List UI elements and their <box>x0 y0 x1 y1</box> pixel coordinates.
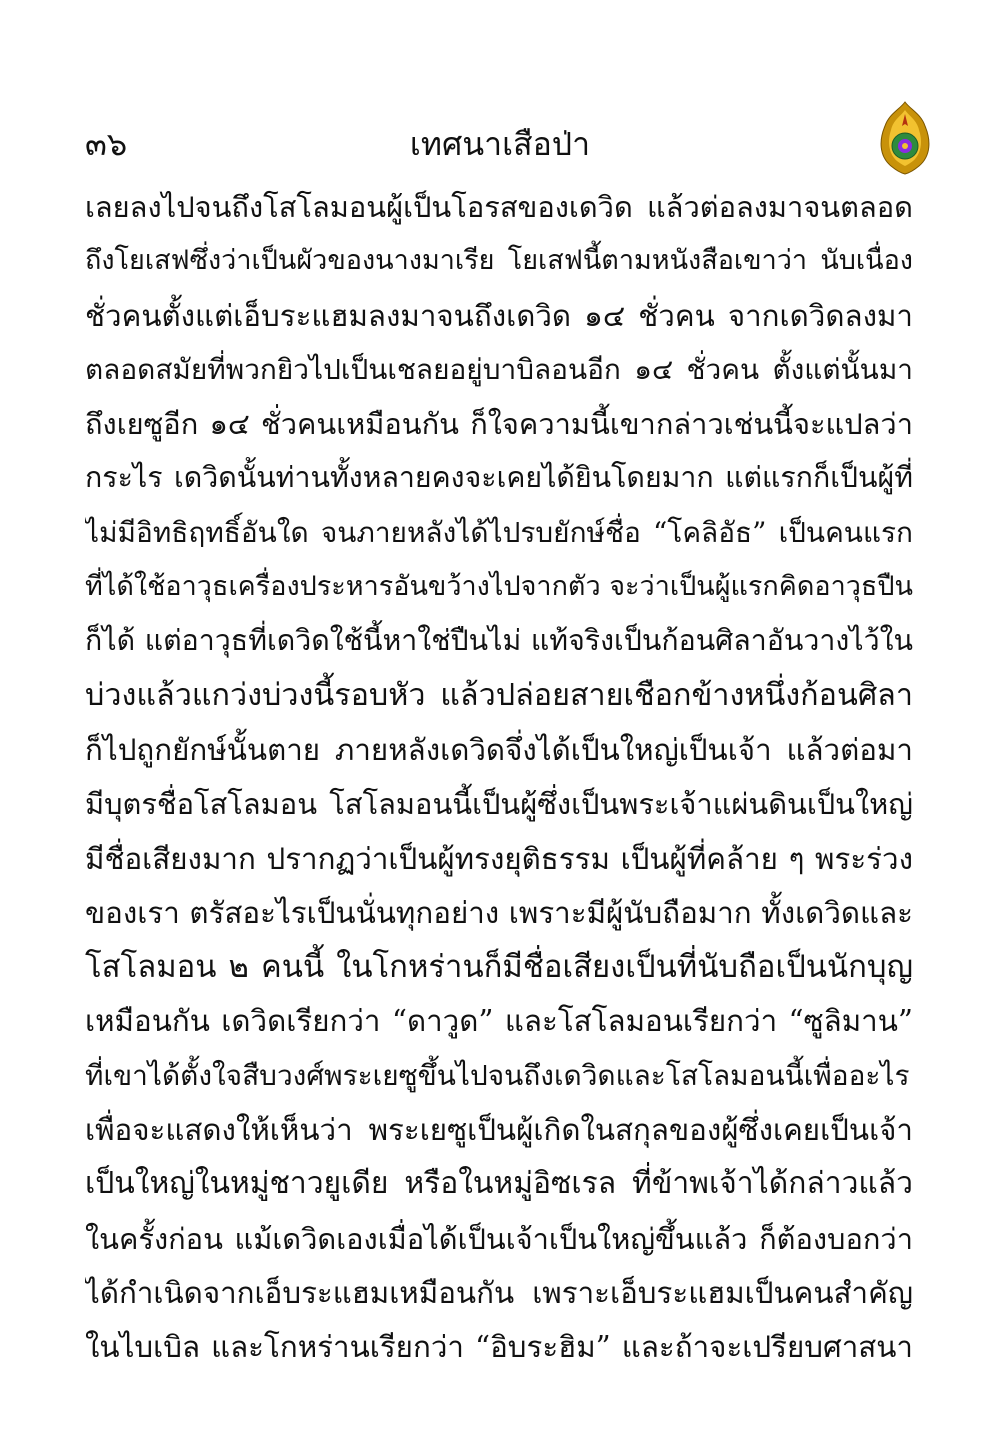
text-line: ชั่วคนตั้งแต่เอ็บระแฮมลงมาจนถึงเดวิด ๑๔ ชั่วคน จากเดวิดลงมา <box>85 298 913 333</box>
royal-emblem-icon <box>875 100 935 175</box>
text-line: เป็นใหญ่ในหมู่ชาวยูเดีย หรือในหมู่อิซเรล ที่ข้าพเจ้าได้กล่าวแล้ว <box>85 1166 913 1202</box>
text-line: บ่วงแล้วแกว่งบ่วงนี้รอบหัว แล้วปล่อยสายเชือกข้างหนึ่งก้อนศิลา <box>85 677 913 713</box>
text-line: เพื่อจะแสดงให้เห็นว่า พระเยซูเป็นผู้เกิดในสกุลของผู้ซึ่งเคยเป็นเจ้า <box>85 1113 913 1148</box>
text-line: ถึงเยซูอีก ๑๔ ชั่วคนเหมือนกัน ก็ใจความนี้เขากล่าวเช่นนี้จะแปลว่า <box>85 407 913 442</box>
running-title: เทศนาเสือป่า <box>409 125 591 163</box>
royal-emblem-graphic <box>875 100 935 175</box>
body-text <box>85 180 913 1375</box>
text-line: ได้กำเนิดจากเอ็บระแฮมเหมือนกัน เพราะเอ็บระแฮมเป็นคนสำคัญ <box>85 1275 913 1310</box>
text-line: ตลอดสมัยที่พวกยิวไปเป็นเชลยอยู่บาบิลอนอีก ๑๔ ชั่วคน ตั้งแต่นั้นมา <box>85 352 913 386</box>
text-line: ไม่มีอิทธิฤทธิ์อันใด จนภายหลังได้ไปรบยักษ์ชื่อ “โคลิอัธ” เป็นคนแรก <box>85 515 913 549</box>
text-line: ของเรา ตรัสอะไรเป็นนั่นทุกอย่าง เพราะมีผู้นับถือมาก ทั้งเดวิดและ <box>85 895 913 930</box>
text-line: ที่ได้ใช้อาวุธเครื่องประหารอันขว้างไปจากตัว จะว่าเป็นผู้แรกคิดอาวุธปืน <box>85 571 913 603</box>
text-line: ในครั้งก่อน แม้เดวิดเองเมื่อได้เป็นเจ้าเป็นใหญ่ขึ้นแล้ว ก็ต้องบอกว่า <box>85 1221 913 1256</box>
page-header <box>85 124 915 174</box>
text-line: ก็ไปถูกยักษ์นั้นตาย ภายหลังเดวิดจึ่งได้เป็นใหญ่เป็นเจ้า แล้วต่อมา <box>85 732 913 767</box>
text-line: ในไบเบิล และโกหร่านเรียกว่า “อิบระฮิม” และถ้าจะเปรียบศาสนา <box>85 1330 913 1365</box>
text-line: กระไร เดวิดนั้นท่านทั้งหลายคงจะเคยได้ยินโดยมาก แต่แรกก็เป็นผู้ที่ <box>85 461 913 495</box>
text-line: ก็ได้ แต่อาวุธที่เดวิดใช้นี้หาใช่ปืนไม่ แท้จริงเป็นก้อนศิลาอันวางไว้ใน <box>85 624 913 658</box>
text-line: โสโลมอน ๒ คนนี้ ในโกหร่านก็มีชื่อเสียงเป็นที่นับถือเป็นนักบุญ <box>85 949 913 986</box>
text-line: เลยลงไปจนถึงโสโลมอนผู้เป็นโอรสของเดวิด แล้วต่อลงมาจนตลอด <box>85 190 913 224</box>
text-line: มีบุตรชื่อโสโลมอน โสโลมอนนี้เป็นผู้ซึ่งเป็นพระเจ้าแผ่นดินเป็นใหญ่ <box>85 787 913 822</box>
text-line: เหมือนกัน เดวิดเรียกว่า “ดาวูด” และโสโลมอนเรียกว่า “ซูลิมาน” <box>85 1004 913 1039</box>
text-line: ถึงโยเสฟซึ่งว่าเป็นผัวของนางมาเรีย โยเสฟนี้ตามหนังสือเขาว่า นับเนื่อง <box>85 245 913 277</box>
text-line: ที่เขาได้ตั้งใจสืบวงศ์พระเยซูขึ้นไปจนถึงเดวิดและโสโลมอนนี้เพื่ออะไร <box>85 1058 910 1092</box>
text-line: มีชื่อเสียงมาก ปรากฏว่าเป็นผู้ทรงยุติธรรม เป็นผู้ที่คล้าย ๆ พระร่วง <box>85 841 913 876</box>
page-number: ๓๖ <box>85 125 128 163</box>
